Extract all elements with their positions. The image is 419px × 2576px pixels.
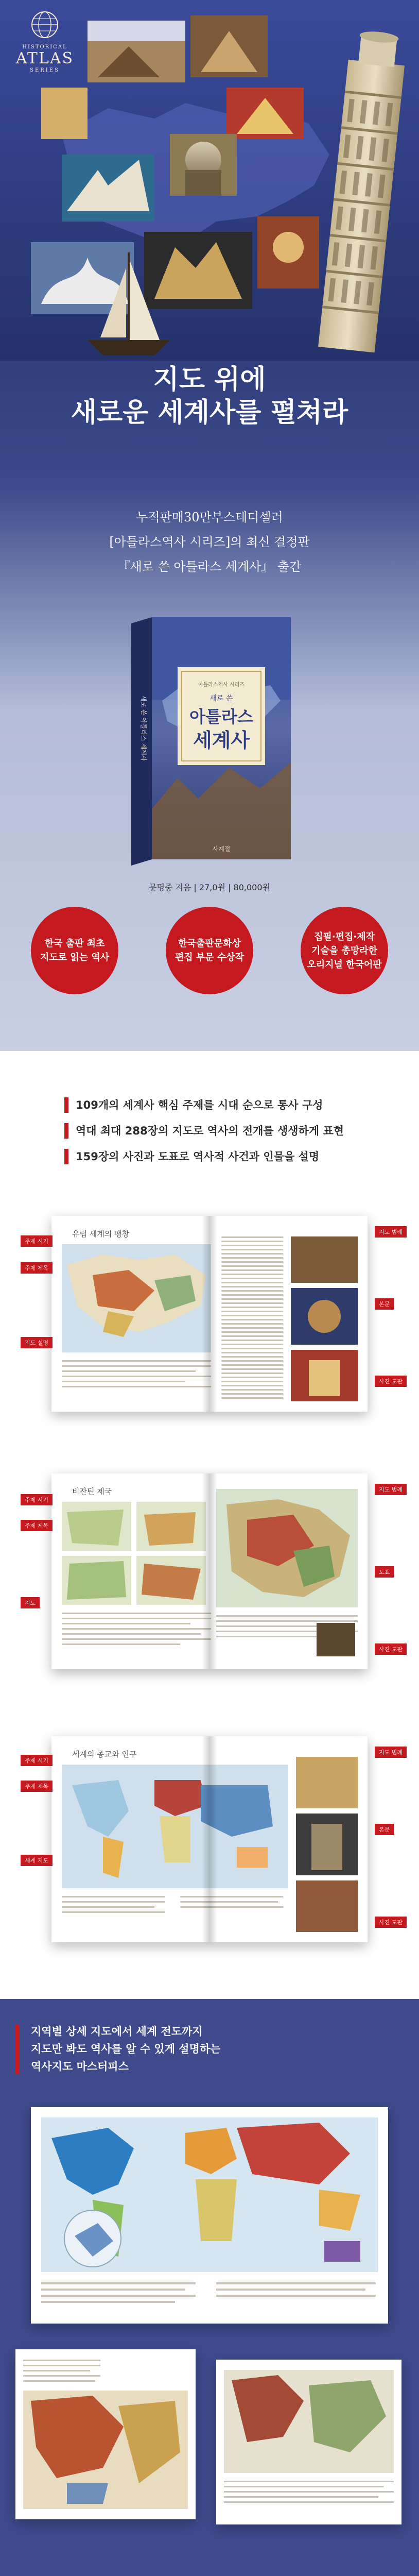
book-spread-1 xyxy=(51,1216,368,1412)
badge-award xyxy=(166,907,253,994)
regional-map-illustration xyxy=(15,2349,196,2519)
spread-photos xyxy=(296,1757,358,1932)
callout-label: 사진 도판 xyxy=(375,1376,407,1387)
badge-first-korean xyxy=(31,907,118,994)
features2-line3: 역사지도 마스터피스 xyxy=(31,2060,129,2073)
book-spread-3 xyxy=(51,1736,368,1942)
book-caption: 문명중 지음 | 27,0원 | 80,000원 xyxy=(148,883,270,892)
hero-section xyxy=(0,0,419,484)
spread-map xyxy=(62,1502,211,1656)
series-logo xyxy=(11,10,78,73)
callout-label: 지도 범례 xyxy=(375,1226,407,1238)
callout-label: 주제 시기 xyxy=(21,1235,53,1247)
regional-map-spread-left xyxy=(15,2349,196,2519)
logo-line1: HISTORICAL xyxy=(22,44,67,50)
feature-item: 역대 최대 288장의 지도로 역사의 전개를 생생하게 표현 xyxy=(64,1123,344,1139)
body-text-column xyxy=(221,1236,283,1401)
spread-photos xyxy=(291,1236,358,1401)
callout-label: 주제 제목 xyxy=(21,1781,53,1792)
callout-label: 주제 제목 xyxy=(21,1262,53,1274)
spreads1 xyxy=(0,1206,419,1999)
globe-icon xyxy=(30,10,59,39)
callout-label: 본문 xyxy=(375,1298,394,1310)
features1-section xyxy=(0,1051,419,1999)
callout-label: 주제 시기 xyxy=(21,1494,53,1505)
callout-label: 세계 지도 xyxy=(21,1855,53,1866)
regional-map-illustration xyxy=(216,2360,401,2524)
callout-label: 지도 xyxy=(21,1597,40,1608)
badge-line: 한국출판문화상 xyxy=(178,938,241,949)
spread-gutter xyxy=(202,1473,217,1669)
spread-world-map xyxy=(62,1765,288,1929)
features2-line1: 지역별 상세 지도에서 세계 전도까지 xyxy=(31,2025,203,2038)
callout-label: 지도 범례 xyxy=(375,1484,407,1495)
features2-line2: 지도만 봐도 역사를 알 수 있게 설명하는 xyxy=(31,2043,221,2055)
intro-line1: 누적판매30만부스테디셀러 xyxy=(136,510,283,524)
callout-label: 주제 시기 xyxy=(21,1755,53,1766)
badge-line: 지도로 읽는 역사 xyxy=(40,952,110,963)
cover-publisher: 사계절 xyxy=(212,845,231,853)
callout-label: 지도 범례 xyxy=(375,1747,407,1758)
badge-line: 기술을 총망라한 xyxy=(311,945,377,956)
book-spread-2 xyxy=(51,1473,368,1669)
intro-section xyxy=(0,484,419,1051)
world-map-illustration xyxy=(31,2107,388,2324)
hero-title-line1: 지도 위에 xyxy=(153,364,266,395)
badge-line: 집필·편집·제작 xyxy=(313,931,375,942)
spread-page-title: 유럽 세계의 팽창 xyxy=(72,1229,129,1239)
badge-row xyxy=(0,907,419,1010)
features2-section xyxy=(0,1999,419,2561)
intro-text xyxy=(0,505,419,579)
regional-map-spread-right xyxy=(216,2360,401,2524)
badge-line: 한국 출판 최초 xyxy=(44,938,105,949)
spread-page-title: 비잔틴 제국 xyxy=(72,1487,112,1496)
accent-bar xyxy=(15,2025,20,2074)
cover-title-2: 세계사 xyxy=(193,728,250,752)
callout-label: 사진 도판 xyxy=(375,1917,407,1928)
callout-label: 지도 설명 xyxy=(21,1337,53,1348)
intro-line3: 『새로 쓴 아틀라스 세계사』 출간 xyxy=(117,560,302,574)
spread-page-title: 세계의 종교와 인구 xyxy=(72,1750,137,1759)
badge-line: 편집 부문 수상작 xyxy=(174,952,245,963)
intro-line2: [아틀라스역사 시리즈]의 최신 결정판 xyxy=(109,535,310,549)
world-map-spread xyxy=(31,2107,388,2324)
logo-line3: SERIES xyxy=(30,67,60,73)
features3-section xyxy=(0,2561,419,2576)
callout-label: 사진 도판 xyxy=(375,1643,407,1655)
spread-gutter xyxy=(202,1216,217,1412)
feature-item: 159장의 사진과 도표로 역사적 사건과 인물을 설명 xyxy=(64,1149,319,1164)
cover-subtitle: 새로 쓴 xyxy=(210,694,233,703)
callout-label: 도표 xyxy=(375,1566,394,1578)
cover-title-1: 아틀라스 xyxy=(189,707,253,726)
callout-label: 주제 제목 xyxy=(21,1520,53,1531)
cover-series-label: 아틀라스역사 시리즈 xyxy=(198,682,245,688)
spine-title: 새로 쓴 아틀라스 세계사 xyxy=(140,696,147,761)
feature-item: 109개의 세계사 핵심 주제를 시대 순으로 통사 구성 xyxy=(64,1097,323,1113)
badge-line: 오리지널 한국어판 xyxy=(307,959,382,970)
spread-gutter xyxy=(202,1736,217,1942)
hero-title-line2: 새로운 세계사를 펼쳐라 xyxy=(71,397,348,428)
book-cover xyxy=(126,613,296,866)
badge-original-edition xyxy=(301,907,388,994)
spread-map xyxy=(62,1244,211,1399)
features1-list xyxy=(0,1051,419,1206)
features3-header xyxy=(0,2561,419,2576)
photo-tile xyxy=(41,88,88,139)
features2-header xyxy=(0,1999,419,2092)
spread-large-map xyxy=(216,1489,358,1659)
logo-line2: ATLAS xyxy=(15,49,74,67)
hero-title xyxy=(0,363,419,429)
callout-label: 본문 xyxy=(375,1824,394,1835)
